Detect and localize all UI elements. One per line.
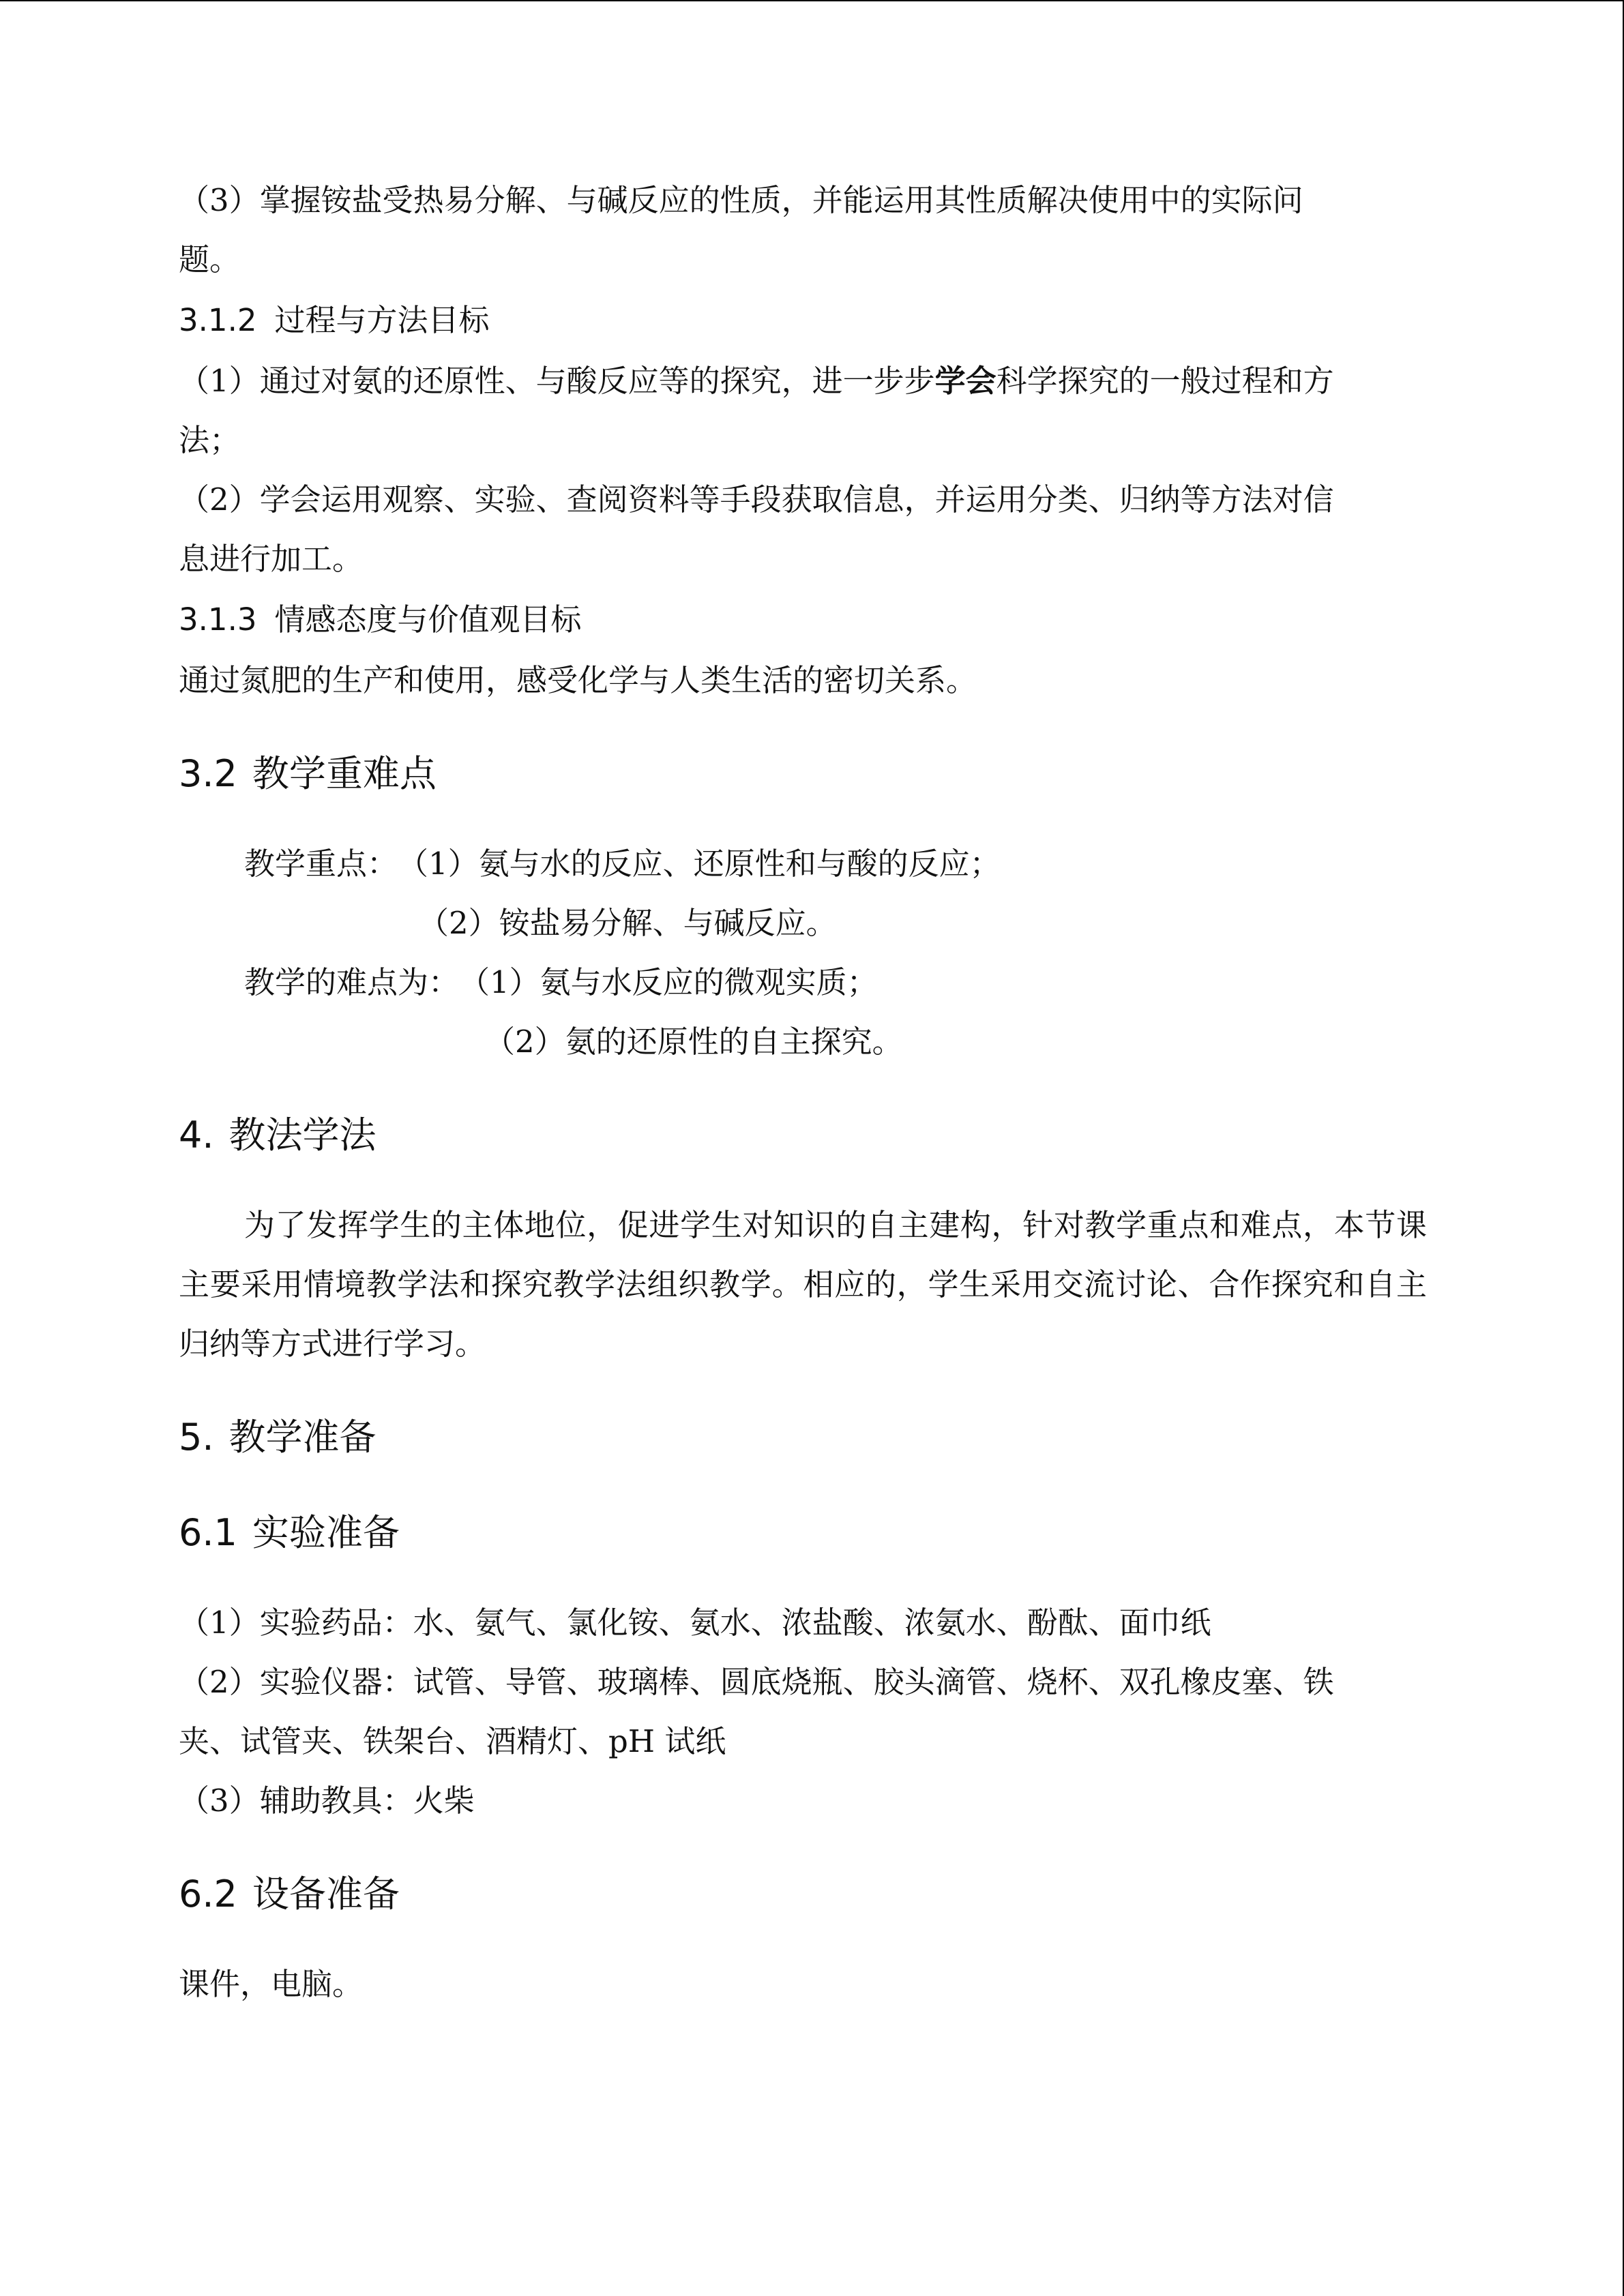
experiment-item-2-line2: 夹、试管夹、铁架台、酒精灯、pH 试纸 <box>179 1723 726 1759</box>
process-goal-1-part1: （1）通过对氨的还原性、与酸反应等的探究，进一步步 <box>179 363 935 399</box>
experiment-item-1: （1）实验药品：水、氨气、氯化铵、氨水、浓盐酸、浓氨水、酚酞、面巾纸 <box>179 1605 1211 1641</box>
heading-6-1-title: 实验准备 <box>252 1511 400 1554</box>
heading-3-2-number: 3.2 <box>179 752 237 795</box>
difficulty-item-2: （2）氨的还原性的自主探究。 <box>484 1024 903 1060</box>
method-paragraph: 为了发挥学生的主体地位，促进学生对知识的自主建构，针对教学重点和难点，本节课主要采用情境教学法和探究教学法组织教学。相应的，学生采用交流讨论、合作探究和自主归纳等方式进行学习。 <box>179 1207 1427 1362</box>
difficulty-item-1: （1）氨与水反应的微观实质； <box>459 964 878 1000</box>
heading-5-number: 5. <box>179 1416 214 1459</box>
heading-3-2 <box>179 743 1427 805</box>
heading-3-1-3 <box>179 590 1427 649</box>
difficulty-label: 教学的难点为： <box>244 964 460 1000</box>
heading-4-number: 4. <box>179 1114 214 1157</box>
experiment-item-3: （3）辅助教具：火柴 <box>179 1783 475 1819</box>
emotion-goal-text: 通过氮肥的生产和使用，感受化学与人类生活的密切关系。 <box>179 662 977 698</box>
heading-3-2-title: 教学重难点 <box>252 752 437 795</box>
process-goal-2-line2: 息进行加工。 <box>179 541 364 577</box>
process-goal-1-bold: 学会 <box>934 363 996 399</box>
heading-6-1 <box>179 1502 1427 1564</box>
heading-6-2-title: 设备准备 <box>252 1873 400 1915</box>
heading-3-1-3-number: 3.1.3 <box>179 601 257 638</box>
key-point-label: 教学重点： <box>244 846 398 882</box>
heading-6-2 <box>179 1863 1427 1926</box>
goal-3-line2: 题。 <box>179 241 241 278</box>
heading-3-1-2-number: 3.1.2 <box>179 302 257 338</box>
key-point-row-1 <box>179 834 1427 893</box>
key-difficult-points <box>179 834 1427 1071</box>
document-body <box>179 170 1427 2014</box>
heading-3-1-2 <box>179 290 1427 350</box>
heading-4 <box>179 1104 1427 1167</box>
process-goal-2-line1: （2）学会运用观察、实验、查阅资料等手段获取信息，并运用分类、归纳等方法对信 <box>179 481 1334 518</box>
key-point-row-2 <box>179 893 1427 953</box>
experiment-item-2-line1: （2）实验仪器：试管、导管、玻璃棒、圆底烧瓶、胶头滴管、烧杯、双孔橡皮塞、铁 <box>179 1664 1334 1700</box>
heading-6-2-number: 6.2 <box>179 1873 237 1915</box>
heading-5-title: 教学准备 <box>228 1416 377 1459</box>
equipment-text: 课件，电脑。 <box>179 1966 364 2002</box>
difficulty-row-1 <box>179 953 1427 1012</box>
heading-3-1-3-title: 情感态度与价值观目标 <box>274 601 582 638</box>
key-point-item-2: （2）铵盐易分解、与碱反应。 <box>418 905 837 941</box>
process-goal-1-part2: 科学探究的一般过程和方 <box>996 363 1334 399</box>
heading-5 <box>179 1406 1427 1469</box>
goal-3-line1: （3）掌握铵盐受热易分解、与碱反应的性质，并能运用其性质解决使用中的实际问 <box>179 182 1303 218</box>
difficulty-row-2 <box>179 1012 1427 1071</box>
heading-3-1-2-title: 过程与方法目标 <box>274 302 490 338</box>
heading-4-title: 教法学法 <box>228 1114 377 1157</box>
key-point-item-1: （1）氨与水的反应、还原性和与酸的反应； <box>398 846 1001 882</box>
process-goal-1-line1 <box>179 351 1427 411</box>
process-goal-1-line2: 法； <box>179 422 241 458</box>
heading-6-1-number: 6.1 <box>179 1511 237 1554</box>
